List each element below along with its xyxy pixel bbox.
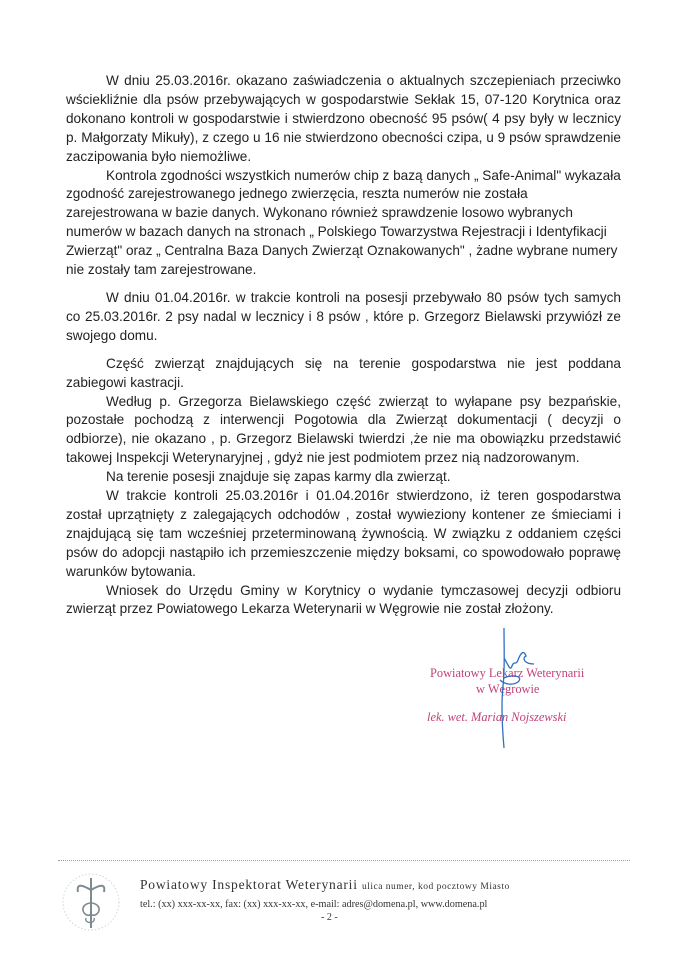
handwritten-signature-icon (400, 620, 620, 750)
paragraph-second-inspection: W dniu 01.04.2016r. w trakcie kontroli na posesji przebywało 80 psów tych samych co 25.03.2016r. 2 psy nadal w lecznicy i 8 psów , które p. Grzegorz Bielawski przywiózł ze swojego domu. (66, 289, 621, 343)
paragraph-owner-statement: Według p. Grzegorza Bielawskiego część zwierząt to wyłapane psy bezpańskie, pozostałe pochodzą z interwencji Pogotowia dla Zwierząt dokumentacji ( decyzji o odbiorze), nie okazano , p. Grzegorz Bielawski twierdzi ,że nie ma obowiązku przedstawić takowej Inspekcji Weterynaryjnej , gdyż nie jest podmiotem przez nią nadzorowanym. (66, 393, 621, 466)
paragraph-food-supply: Na terenie posesji znajduje się zapas karmy dla zwierząt. (106, 469, 451, 485)
footer-address: ulica numer, kod pocztowy Miasto (361, 882, 510, 892)
paragraph-motion: Wniosek do Urzędu Gminy w Korytnicy o wydanie tymczasowej decyzji odbioru zwierząt przez Powiatowego Lekarza Weterynarii w Węgrowie nie został złożony. (66, 582, 621, 617)
footer-contact: tel.: (xx) xxx-xx-xx, fax: (xx) xxx-xx-xx, e-mail: adres@domena.pl, www.domena.pl (140, 899, 488, 910)
caduceus-icon (56, 868, 126, 938)
paragraph-vaccination: W dniu 25.03.2016r. okazano zaświadczenia o aktualnych szczepieniach przeciwko wściekliźnie dla psów przebywających w gospodarstwie Sekłak 15, 07-120 Korytnica oraz dokonano kontroli w gospodarstwie i stwierdzono obecność 95 psów( 4 psy były w lecznicy p. Małgorzaty Mikuły), z czego u 16 nie stwierdzono obecności czipa, u 9 psów sprawdzenie zaczipowania było niemożliwe. (66, 73, 621, 164)
footer-org-line (140, 877, 510, 893)
stamp-location: w Węgrowie (476, 682, 540, 696)
stamp-title: Powiatowy Lekarz Weterynarii (430, 666, 585, 680)
signature-block (400, 620, 620, 750)
page-number: - 2 - (321, 912, 338, 923)
paragraph-cleanup: W trakcie kontroli 25.03.2016r i 01.04.2016r stwierdzono, iż teren gospodarstwa został uprzątnięty z zalegających odchodów , został wywieziony kontener ze śmieciami i znajdującą się tam wcześniej przeterminowaną żywnością. W związku z oddaniem części psów do adopcji nastąpiło ich przemieszczenie między boksami, co spowodowało poprawę warunków bytowania. (66, 488, 621, 579)
letter-body (66, 72, 621, 619)
stamp-name: lek. wet. Marian Nojszewski (427, 710, 567, 724)
footer-divider (58, 860, 630, 861)
paragraph-chip-check: Kontrola zgodności wszystkich numerów chip z bazą danych „ Safe-Animal" wykazała zgodność zarejestrowanego jednego zwierzęcia, reszta numerów nie została zarejestrowana w bazie danych. Wykonano również sprawdzenie losowo wybranych numerów w bazach danych na stronach „ Polskiego Towarzystwa Rejestracji i Identyfikacji Zwierząt" oraz „ Centralna Baza Danych Zwierząt Oznakowanych" , żadne wybrane numery nie zostały tam zarejestrowane. (66, 167, 621, 278)
footer-org-name: Powiatowy Inspektorat Weterynarii (140, 877, 358, 892)
paragraph-castration: Część zwierząt znajdujących się na terenie gospodarstwa nie jest poddana zabiegowi kastracji. (66, 355, 621, 390)
